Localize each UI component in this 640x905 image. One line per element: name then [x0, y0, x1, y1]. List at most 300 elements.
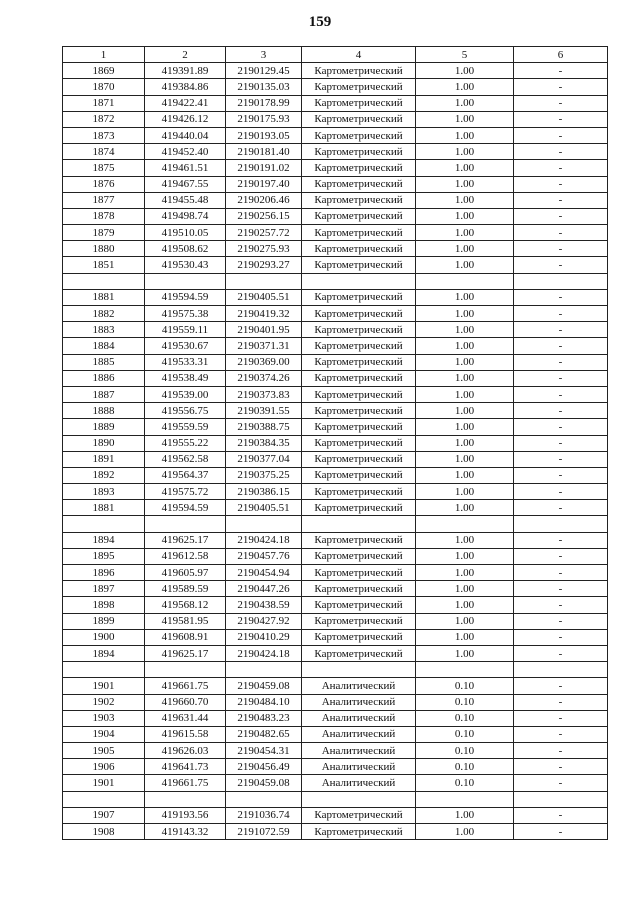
table-cell: 419510.05	[145, 225, 226, 241]
table-cell: -	[514, 306, 608, 322]
table-cell: Картометрический	[302, 322, 416, 338]
table-row	[63, 354, 608, 370]
table-cell: 2190369.00	[226, 354, 302, 370]
table-cell: 419625.17	[145, 645, 226, 661]
table-cell: Картометрический	[302, 144, 416, 160]
table-row	[63, 500, 608, 516]
separator-row	[63, 791, 608, 807]
table-cell: 1893	[63, 484, 145, 500]
column-header: 5	[416, 47, 514, 63]
table-cell: 1.00	[416, 225, 514, 241]
table-cell: 1907	[63, 807, 145, 823]
table-cell: 2190191.02	[226, 160, 302, 176]
table-cell: 419530.43	[145, 257, 226, 273]
table-cell: -	[514, 403, 608, 419]
table-cell: 1895	[63, 548, 145, 564]
table-cell: 2190454.94	[226, 565, 302, 581]
table-cell: 1.00	[416, 338, 514, 354]
table-cell: -	[514, 467, 608, 483]
table-cell	[302, 662, 416, 678]
table-cell: 2190377.04	[226, 451, 302, 467]
table-cell: 2190175.93	[226, 111, 302, 127]
table-cell: 1892	[63, 467, 145, 483]
column-header: 1	[63, 47, 145, 63]
table-cell: 2190484.10	[226, 694, 302, 710]
table-cell: 1.00	[416, 645, 514, 661]
table-cell: 1872	[63, 111, 145, 127]
table-row	[63, 532, 608, 548]
table-cell: 1.00	[416, 306, 514, 322]
table-row	[63, 111, 608, 127]
table-row	[63, 435, 608, 451]
table-cell: 2190375.25	[226, 467, 302, 483]
table-row	[63, 710, 608, 726]
table-cell: Картометрический	[302, 403, 416, 419]
table-cell: 419422.41	[145, 95, 226, 111]
table-cell: 2190257.72	[226, 225, 302, 241]
table-cell: 1.00	[416, 467, 514, 483]
table-cell: 1.00	[416, 144, 514, 160]
table-cell: 1887	[63, 386, 145, 402]
table-cell: 2190373.83	[226, 386, 302, 402]
table-cell: 0.10	[416, 743, 514, 759]
table-cell	[514, 516, 608, 532]
table-cell: 1885	[63, 354, 145, 370]
table-cell: 1.00	[416, 176, 514, 192]
table-cell: 1905	[63, 743, 145, 759]
table-cell: 2190193.05	[226, 127, 302, 143]
table-cell: 1882	[63, 306, 145, 322]
separator-row	[63, 516, 608, 532]
table-cell: 1880	[63, 241, 145, 257]
table-cell: 2190459.08	[226, 775, 302, 791]
table-cell: 419143.32	[145, 824, 226, 840]
table-row	[63, 386, 608, 402]
table-row	[63, 484, 608, 500]
table-cell	[514, 273, 608, 289]
table-cell: 419605.97	[145, 565, 226, 581]
table-cell: Картометрический	[302, 208, 416, 224]
table-row	[63, 581, 608, 597]
table-cell: -	[514, 79, 608, 95]
table-cell: -	[514, 160, 608, 176]
table-cell: 2190371.31	[226, 338, 302, 354]
table-row	[63, 759, 608, 775]
table-cell: 1886	[63, 370, 145, 386]
table-cell: 2190424.18	[226, 645, 302, 661]
table-cell: 1.00	[416, 289, 514, 305]
table-cell: -	[514, 435, 608, 451]
table-row	[63, 726, 608, 742]
table-cell: 2190419.32	[226, 306, 302, 322]
table-row	[63, 807, 608, 823]
table-cell: -	[514, 678, 608, 694]
separator-row	[63, 273, 608, 289]
table-cell: 419641.73	[145, 759, 226, 775]
table-row	[63, 144, 608, 160]
table-cell: 2190181.40	[226, 144, 302, 160]
table-cell: 1.00	[416, 354, 514, 370]
table-cell: Картометрический	[302, 257, 416, 273]
table-cell: -	[514, 176, 608, 192]
table-row	[63, 613, 608, 629]
table-cell: -	[514, 370, 608, 386]
table-cell: 419539.00	[145, 386, 226, 402]
table-cell: 419594.59	[145, 500, 226, 516]
table-cell: -	[514, 743, 608, 759]
table-cell: -	[514, 581, 608, 597]
table-cell: -	[514, 338, 608, 354]
table-cell: 1900	[63, 629, 145, 645]
table-cell: 419498.74	[145, 208, 226, 224]
table-cell	[302, 791, 416, 807]
table-cell: 1898	[63, 597, 145, 613]
table-cell	[63, 273, 145, 289]
table-cell: -	[514, 694, 608, 710]
table-row	[63, 645, 608, 661]
table-cell: 1.00	[416, 192, 514, 208]
table-cell: 1.00	[416, 435, 514, 451]
table-cell: 0.10	[416, 726, 514, 742]
table-cell: Картометрический	[302, 160, 416, 176]
table-cell: 419660.70	[145, 694, 226, 710]
table-cell: 419568.12	[145, 597, 226, 613]
table-cell: 0.10	[416, 775, 514, 791]
table-row	[63, 176, 608, 192]
table-cell: -	[514, 500, 608, 516]
table-cell: 1.00	[416, 807, 514, 823]
table-row	[63, 678, 608, 694]
table-cell: 2190456.49	[226, 759, 302, 775]
table-cell: 1.00	[416, 403, 514, 419]
table-cell: 1.00	[416, 629, 514, 645]
column-header: 6	[514, 47, 608, 63]
table-cell: 2190374.26	[226, 370, 302, 386]
table-cell	[145, 516, 226, 532]
table-cell: Картометрический	[302, 824, 416, 840]
table-cell: 1.00	[416, 451, 514, 467]
table-cell: Аналитический	[302, 775, 416, 791]
table-cell: -	[514, 824, 608, 840]
table-cell: 419564.37	[145, 467, 226, 483]
table-cell: Картометрический	[302, 95, 416, 111]
column-header: 2	[145, 47, 226, 63]
table-cell: -	[514, 111, 608, 127]
table-cell	[226, 791, 302, 807]
table-cell: 1.00	[416, 597, 514, 613]
table-cell: 1903	[63, 710, 145, 726]
table-row	[63, 127, 608, 143]
table-cell: 419562.58	[145, 451, 226, 467]
table-cell: -	[514, 629, 608, 645]
table-cell: Аналитический	[302, 726, 416, 742]
table-cell: 419575.72	[145, 484, 226, 500]
table-cell: Картометрический	[302, 79, 416, 95]
table-cell: Картометрический	[302, 419, 416, 435]
table-cell: -	[514, 354, 608, 370]
table-cell	[145, 273, 226, 289]
table-cell: 1.00	[416, 500, 514, 516]
table-cell: Картометрический	[302, 370, 416, 386]
table-cell: 1877	[63, 192, 145, 208]
table-cell	[145, 791, 226, 807]
table-cell: Картометрический	[302, 565, 416, 581]
table-cell: -	[514, 225, 608, 241]
table-cell: 1.00	[416, 208, 514, 224]
table-cell	[302, 273, 416, 289]
table-cell: -	[514, 63, 608, 79]
table-cell: 1876	[63, 176, 145, 192]
table-cell: -	[514, 484, 608, 500]
table-cell: 419467.55	[145, 176, 226, 192]
table-cell: 2190483.23	[226, 710, 302, 726]
table-cell: 2191072.59	[226, 824, 302, 840]
table-cell: 0.10	[416, 710, 514, 726]
table-cell: -	[514, 289, 608, 305]
table-row	[63, 403, 608, 419]
table-cell: Картометрический	[302, 241, 416, 257]
table-cell: 419426.12	[145, 111, 226, 127]
table-cell: 1.00	[416, 111, 514, 127]
table-cell: 419440.04	[145, 127, 226, 143]
table-cell: -	[514, 565, 608, 581]
table-cell: 1883	[63, 322, 145, 338]
table-cell: -	[514, 257, 608, 273]
table-cell	[63, 791, 145, 807]
table-cell: -	[514, 192, 608, 208]
table-cell: 419608.91	[145, 629, 226, 645]
table-cell: 1.00	[416, 127, 514, 143]
table-cell: -	[514, 710, 608, 726]
table-cell: Картометрический	[302, 645, 416, 661]
table-cell: 0.10	[416, 694, 514, 710]
table-cell: Картометрический	[302, 192, 416, 208]
table-cell: Картометрический	[302, 338, 416, 354]
table-cell: 1878	[63, 208, 145, 224]
table-row	[63, 775, 608, 791]
table-cell: 419625.17	[145, 532, 226, 548]
column-header: 4	[302, 47, 416, 63]
table-cell: 2190405.51	[226, 289, 302, 305]
page-number: 159	[308, 14, 332, 30]
table-cell: 0.10	[416, 678, 514, 694]
table-cell: 1.00	[416, 322, 514, 338]
table-row	[63, 419, 608, 435]
table-cell: -	[514, 597, 608, 613]
table-row	[63, 322, 608, 338]
table-cell: Картометрический	[302, 597, 416, 613]
table-cell: Картометрический	[302, 386, 416, 402]
table-cell: 2190384.35	[226, 435, 302, 451]
table-cell: 419661.75	[145, 775, 226, 791]
table-cell	[514, 662, 608, 678]
table-cell: Картометрический	[302, 807, 416, 823]
table-cell: 1.00	[416, 386, 514, 402]
table-cell: 1902	[63, 694, 145, 710]
table-cell: 1894	[63, 532, 145, 548]
table-cell: 419556.75	[145, 403, 226, 419]
table-cell: 2190482.65	[226, 726, 302, 742]
table-cell: 2190388.75	[226, 419, 302, 435]
table-cell: 419661.75	[145, 678, 226, 694]
table-cell: -	[514, 322, 608, 338]
table-cell	[63, 516, 145, 532]
table-row	[63, 192, 608, 208]
table-row	[63, 306, 608, 322]
table-cell	[63, 662, 145, 678]
table-cell: 2190424.18	[226, 532, 302, 548]
table-cell: 2190410.29	[226, 629, 302, 645]
table-cell: 1906	[63, 759, 145, 775]
table-cell: 419193.56	[145, 807, 226, 823]
table-cell: 1869	[63, 63, 145, 79]
coordinates-table	[62, 46, 608, 840]
table-cell: -	[514, 386, 608, 402]
table-cell: 1904	[63, 726, 145, 742]
table-row	[63, 743, 608, 759]
table-cell: 2190459.08	[226, 678, 302, 694]
table-cell	[416, 791, 514, 807]
table-cell: 419559.11	[145, 322, 226, 338]
table-cell: Картометрический	[302, 111, 416, 127]
table-cell	[226, 662, 302, 678]
table-cell: 419533.31	[145, 354, 226, 370]
table-cell: Картометрический	[302, 127, 416, 143]
table-cell: 2190405.51	[226, 500, 302, 516]
table-cell: Картометрический	[302, 306, 416, 322]
table-cell: 1851	[63, 257, 145, 273]
table-cell: 419530.67	[145, 338, 226, 354]
table-cell: 2190447.26	[226, 581, 302, 597]
table-cell: 1.00	[416, 565, 514, 581]
table-cell: Картометрический	[302, 435, 416, 451]
table-cell: -	[514, 451, 608, 467]
table-cell: 419455.48	[145, 192, 226, 208]
table-cell: 1.00	[416, 160, 514, 176]
table-cell: -	[514, 726, 608, 742]
table-cell: 2190427.92	[226, 613, 302, 629]
table-cell: 2190293.27	[226, 257, 302, 273]
table-cell: 1.00	[416, 63, 514, 79]
separator-row	[63, 662, 608, 678]
table-cell	[416, 273, 514, 289]
table-cell: 419461.51	[145, 160, 226, 176]
table-cell: Картометрический	[302, 467, 416, 483]
table-cell: 1894	[63, 645, 145, 661]
table-cell: 1884	[63, 338, 145, 354]
table-cell: Картометрический	[302, 289, 416, 305]
table-cell	[226, 273, 302, 289]
table-cell: Картометрический	[302, 484, 416, 500]
table-cell: -	[514, 241, 608, 257]
table-cell: Аналитический	[302, 759, 416, 775]
table-cell: 1873	[63, 127, 145, 143]
table-cell: -	[514, 548, 608, 564]
table-cell: -	[514, 144, 608, 160]
table-cell: 419612.58	[145, 548, 226, 564]
table-cell: Картометрический	[302, 532, 416, 548]
table-row	[63, 597, 608, 613]
table-cell: Картометрический	[302, 581, 416, 597]
table-cell: 1.00	[416, 824, 514, 840]
table-cell: Картометрический	[302, 176, 416, 192]
table-cell: 1874	[63, 144, 145, 160]
table-cell: Картометрический	[302, 548, 416, 564]
table-cell: -	[514, 775, 608, 791]
table-cell: Картометрический	[302, 63, 416, 79]
table-cell: 2190197.40	[226, 176, 302, 192]
table-cell	[416, 516, 514, 532]
table-cell: Картометрический	[302, 500, 416, 516]
table-row	[63, 370, 608, 386]
table-row	[63, 225, 608, 241]
table-cell: 419626.03	[145, 743, 226, 759]
table-cell: Аналитический	[302, 743, 416, 759]
table-row	[63, 63, 608, 79]
table-cell	[416, 662, 514, 678]
table-cell: 1.00	[416, 370, 514, 386]
table-cell: 419384.86	[145, 79, 226, 95]
table-cell: 1871	[63, 95, 145, 111]
table-cell: 419559.59	[145, 419, 226, 435]
table-cell: -	[514, 208, 608, 224]
table-cell: 2190129.45	[226, 63, 302, 79]
table-row	[63, 565, 608, 581]
table-cell: 1.00	[416, 241, 514, 257]
table-cell: 2190386.15	[226, 484, 302, 500]
table-body	[63, 63, 608, 840]
table-cell: Картометрический	[302, 613, 416, 629]
table-header-row	[63, 47, 608, 63]
table-cell: Аналитический	[302, 694, 416, 710]
table-row	[63, 548, 608, 564]
table-cell: Аналитический	[302, 678, 416, 694]
table-cell: 2190454.31	[226, 743, 302, 759]
table-cell: 419594.59	[145, 289, 226, 305]
table-cell: 2190206.46	[226, 192, 302, 208]
table-cell: 419508.62	[145, 241, 226, 257]
table-cell: -	[514, 419, 608, 435]
table-cell: Картометрический	[302, 451, 416, 467]
table-cell: 1908	[63, 824, 145, 840]
table-row	[63, 338, 608, 354]
table-cell: 1901	[63, 678, 145, 694]
table-cell: 1875	[63, 160, 145, 176]
table-cell: Картометрический	[302, 629, 416, 645]
table-cell: 419538.49	[145, 370, 226, 386]
table-cell: 2190135.03	[226, 79, 302, 95]
table-cell: 1896	[63, 565, 145, 581]
table-cell: 1897	[63, 581, 145, 597]
table-cell: -	[514, 95, 608, 111]
table-cell: 1.00	[416, 613, 514, 629]
table-row	[63, 467, 608, 483]
table-cell: 1.00	[416, 532, 514, 548]
table-cell: 419631.44	[145, 710, 226, 726]
column-header: 3	[226, 47, 302, 63]
table-cell: Картометрический	[302, 225, 416, 241]
table-cell: 419575.38	[145, 306, 226, 322]
table-cell	[514, 791, 608, 807]
table-cell: 419581.95	[145, 613, 226, 629]
table-row	[63, 160, 608, 176]
table-cell: 1899	[63, 613, 145, 629]
table-cell: 1870	[63, 79, 145, 95]
table-cell: 2190457.76	[226, 548, 302, 564]
table-cell: 1901	[63, 775, 145, 791]
table-cell: 1881	[63, 289, 145, 305]
table-row	[63, 208, 608, 224]
